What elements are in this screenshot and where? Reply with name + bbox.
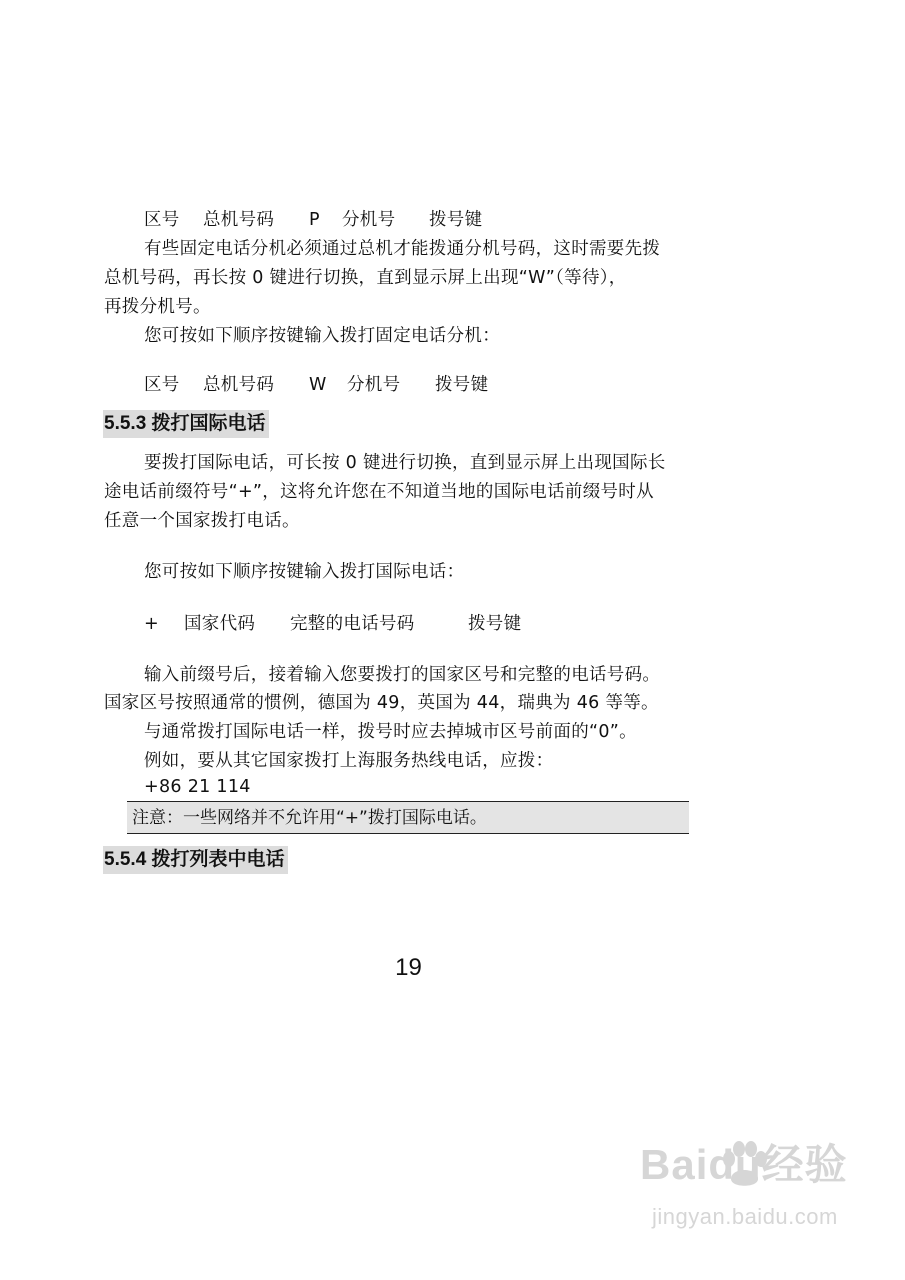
note-text: 注意：一些网络并不允许用“+”拨打国际电话。 xyxy=(132,808,487,828)
sequence-item: 分机号 xyxy=(347,375,401,395)
sequence-item: 区号 xyxy=(144,210,180,230)
paragraph-line: 有些固定电话分机必须通过总机才能拨通分机号码，这时需要先拨 xyxy=(144,239,661,259)
paragraph-line: 任意一个国家拨打电话。 xyxy=(104,511,300,531)
sequence-item: 完整的电话号码 xyxy=(290,614,415,634)
note-box xyxy=(127,801,689,834)
sequence-item: P xyxy=(309,210,320,230)
instruction-text: 您可按如下顺序按键输入拨打固定电话分机： xyxy=(144,326,500,346)
key-sequence-international xyxy=(0,613,905,635)
sequence-item: 拨号键 xyxy=(429,210,483,230)
paragraph-line: 途电话前缀符号“+”，这将允许您在不知道当地的国际电话前缀号时从 xyxy=(104,482,654,502)
sequence-item: 拨号键 xyxy=(468,614,522,634)
paragraph-line: 总机号码，再长按 0 键进行切换，直到显示屏上出现“W”（等待）， xyxy=(104,268,627,288)
paragraph-line: 要拨打国际电话，可长按 0 键进行切换，直到显示屏上出现国际长 xyxy=(144,453,666,473)
watermark-url: jingyan.baidu.com xyxy=(652,1204,838,1229)
watermark-logo: Baidu经验 xyxy=(640,1141,848,1188)
instruction-text: 您可按如下顺序按键输入拨打国际电话： xyxy=(144,562,465,582)
sequence-item: W xyxy=(309,375,327,395)
key-sequence-extension-w xyxy=(0,374,905,396)
paragraph-line: 与通常拨打国际电话一样，拨号时应去掉城市区号前面的“0”。 xyxy=(144,722,637,742)
sequence-item: 总机号码 xyxy=(203,210,275,230)
sequence-item: 分机号 xyxy=(342,210,396,230)
paragraph-line: 输入前缀号后，接着输入您要拨打的国家区号和完整的电话号码。 xyxy=(144,665,661,685)
sequence-item: + xyxy=(144,614,159,634)
baidu-watermark xyxy=(640,1135,870,1245)
example-number: +86 21 114 xyxy=(144,777,251,797)
section-heading-554: 5.5.4 拨打列表中电话 xyxy=(103,846,288,874)
sequence-item: 拨号键 xyxy=(435,375,489,395)
key-sequence-extension-p xyxy=(0,209,905,231)
sequence-item: 国家代码 xyxy=(184,614,256,634)
paragraph-line: 例如，要从其它国家拨打上海服务热线电话，应拨： xyxy=(144,751,554,771)
paragraph-line: 国家区号按照通常的惯例，德国为 49，英国为 44，瑞典为 46 等等。 xyxy=(104,693,659,713)
sequence-item: 总机号码 xyxy=(203,375,275,395)
paragraph-line: 再拨分机号。 xyxy=(104,297,211,317)
section-heading-553: 5.5.3 拨打国际电话 xyxy=(103,410,269,438)
sequence-item: 区号 xyxy=(144,375,180,395)
page-number: 19 xyxy=(395,954,422,981)
